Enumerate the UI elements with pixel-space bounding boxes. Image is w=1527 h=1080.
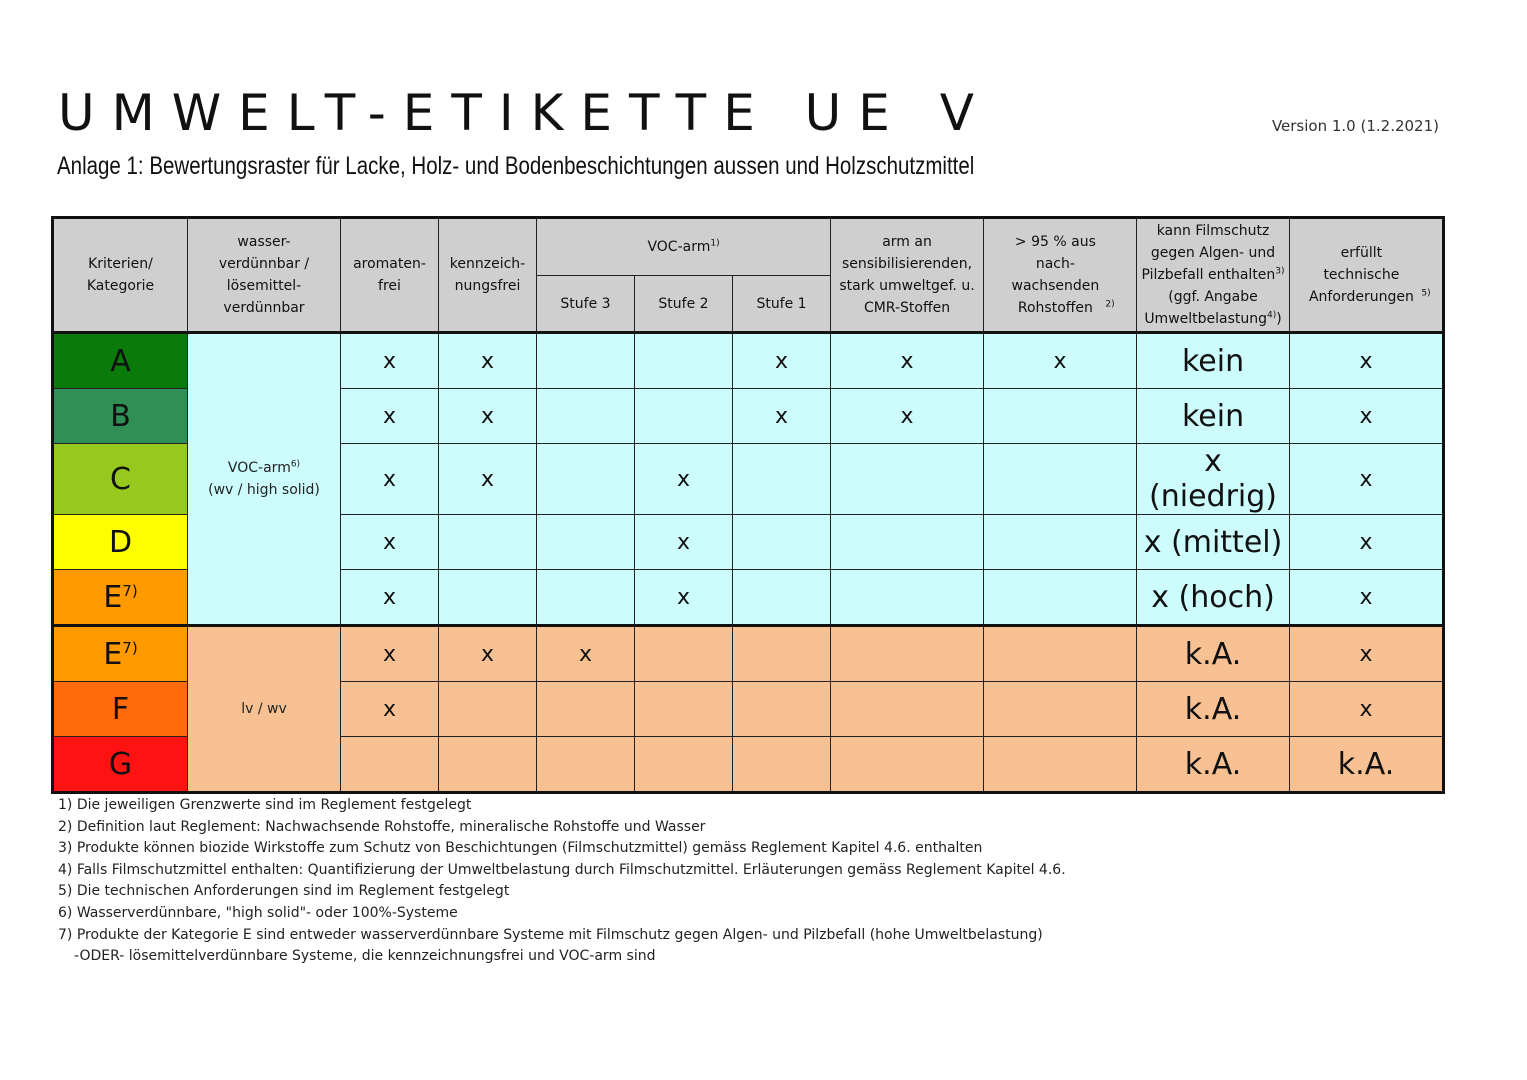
- cell-arm-an: x: [831, 389, 984, 444]
- cell-kennzeichnung: x: [439, 389, 537, 444]
- cell-technisch: x: [1290, 444, 1444, 515]
- cell-kennzeichnung: [439, 570, 537, 626]
- cell-stufe-2: [635, 682, 733, 737]
- cell-kennzeichnung: x: [439, 444, 537, 515]
- cell-aromaten: x: [341, 682, 439, 737]
- header-stufe-1: Stufe 1: [733, 276, 831, 333]
- cell-technisch: x: [1290, 570, 1444, 626]
- cell-stufe-1: [733, 737, 831, 793]
- cell-filmschutz: x (hoch): [1137, 570, 1290, 626]
- category-cell: A: [53, 333, 188, 389]
- header-rohstoffe: > 95 % aus nach-wachsenden Rohstoffen $^{2)}$: [984, 218, 1137, 333]
- cell-stufe-1: [733, 570, 831, 626]
- cell-arm-an: [831, 682, 984, 737]
- header-kriterien: Kriterien/ Kategorie: [53, 218, 188, 333]
- footnote: 2) Definition laut Reglement: Nachwachsende Rohstoffe, mineralische Rohstoffe und Wasser: [58, 818, 706, 835]
- cell-kennzeichnung: [439, 515, 537, 570]
- cell-aromaten: x: [341, 389, 439, 444]
- cell-arm-an: [831, 570, 984, 626]
- lv-wv-group: [53, 626, 1444, 793]
- cell-stufe-1: [733, 682, 831, 737]
- header-filmschutz: kann Filmschutz gegen Algen- und Pilzbefall enthalten$^{3)}$ (ggf. Angabe Umweltbelastung$^{4)}$): [1137, 218, 1290, 333]
- cell-technisch: x: [1290, 515, 1444, 570]
- cell-arm-an: [831, 444, 984, 515]
- category-cell: $E^{7)}$: [53, 626, 188, 682]
- cell-filmschutz: kein: [1137, 389, 1290, 444]
- cell-filmschutz: k.A.: [1137, 682, 1290, 737]
- cell-stufe-2: [635, 333, 733, 389]
- cell-filmschutz: k.A.: [1137, 737, 1290, 793]
- cell-stufe-2: [635, 737, 733, 793]
- cell-stufe-3: x: [537, 626, 635, 682]
- cell-aromaten: x: [341, 626, 439, 682]
- cell-stufe-3: [537, 737, 635, 793]
- cell-stufe-3: [537, 389, 635, 444]
- cell-stufe-2: x: [635, 444, 733, 515]
- header-aromaten: aromaten-frei: [341, 218, 439, 333]
- header-voc-arm: VOC-arm$^{1)}$: [537, 218, 831, 276]
- footnote: 6) Wasserverdünnbare, "high solid"- oder 100%-Systeme: [58, 904, 458, 921]
- footnote: 7) Produkte der Kategorie E sind entweder wasserverdünnbare Systeme mit Filmschutz gegen Algen- und Pilzbefall (hohe Umweltbelastung): [58, 926, 1043, 943]
- group-label-lv-wv: lv / wv: [188, 626, 341, 793]
- cell-stufe-2: x: [635, 515, 733, 570]
- cell-aromaten: x: [341, 515, 439, 570]
- group-label-voc-arm: VOC-arm$^{6)}$ (wv / high solid): [188, 333, 341, 626]
- cell-stufe-3: [537, 333, 635, 389]
- page-subtitle: Anlage 1: Bewertungsraster für Lacke, Holz- und Bodenbeschichtungen aussen und Holzschutzmittel: [57, 152, 975, 180]
- cell-stufe-3: [537, 444, 635, 515]
- header-stufe-3: Stufe 3: [537, 276, 635, 333]
- header-arm-an: arm an sensibilisierenden, stark umweltgef. u. CMR-Stoffen: [831, 218, 984, 333]
- cell-filmschutz: x (mittel): [1137, 515, 1290, 570]
- cell-aromaten: [341, 737, 439, 793]
- cell-aromaten: x: [341, 444, 439, 515]
- table-row: [53, 333, 1444, 389]
- category-cell: B: [53, 389, 188, 444]
- cell-stufe-2: [635, 626, 733, 682]
- cell-technisch: x: [1290, 333, 1444, 389]
- footnote: -ODER- lösemittelverdünnbare Systeme, die kennzeichnungsfrei und VOC-arm sind: [74, 948, 656, 965]
- cell-technisch: x: [1290, 626, 1444, 682]
- cell-aromaten: x: [341, 570, 439, 626]
- voc-arm-group: [53, 333, 1444, 626]
- table-header: [53, 218, 1444, 333]
- version-label: Version 1.0 (1.2.2021): [1271, 117, 1439, 135]
- cell-rohstoffe: x: [984, 333, 1137, 389]
- footnote: 4) Falls Filmschutzmittel enthalten: Quantifizierung der Umweltbelastung durch Filmschutzmittel. Erläuterungen gemäss Reglement Kapitel 4.6.: [58, 861, 1066, 878]
- cell-filmschutz: x (niedrig): [1137, 444, 1290, 515]
- cell-aromaten: x: [341, 333, 439, 389]
- cell-stufe-3: [537, 682, 635, 737]
- footnote: 5) Die technischen Anforderungen sind im Reglement festgelegt: [58, 883, 510, 900]
- header-technisch: erfüllt technische Anforderungen $^{5)}$: [1290, 218, 1444, 333]
- cell-stufe-1: x: [733, 333, 831, 389]
- header-stufe-2: Stufe 2: [635, 276, 733, 333]
- cell-rohstoffe: [984, 570, 1137, 626]
- cell-filmschutz: k.A.: [1137, 626, 1290, 682]
- cell-technisch: x: [1290, 682, 1444, 737]
- category-cell: D: [53, 515, 188, 570]
- header-kennzeichnung: kennzeich-nungsfrei: [439, 218, 537, 333]
- cell-stufe-1: [733, 515, 831, 570]
- cell-stufe-3: [537, 570, 635, 626]
- cell-arm-an: [831, 737, 984, 793]
- cell-arm-an: x: [831, 333, 984, 389]
- cell-technisch: k.A.: [1290, 737, 1444, 793]
- header-wasser: wasser-verdünnbar / lösemittel-verdünnbar: [188, 218, 341, 333]
- rating-grid-table: [51, 216, 1445, 794]
- footnote: 3) Produkte können biozide Wirkstoffe zum Schutz von Beschichtungen (Filmschutzmittel) gemäss Reglement Kapitel 4.6. enthalten: [58, 840, 983, 857]
- cell-kennzeichnung: x: [439, 626, 537, 682]
- table-row: [53, 626, 1444, 682]
- category-cell: C: [53, 444, 188, 515]
- category-cell: F: [53, 682, 188, 737]
- footnote: 1) Die jeweiligen Grenzwerte sind im Reglement festgelegt: [58, 797, 472, 813]
- cell-technisch: x: [1290, 389, 1444, 444]
- cell-rohstoffe: [984, 389, 1137, 444]
- cell-stufe-2: x: [635, 570, 733, 626]
- cell-kennzeichnung: [439, 737, 537, 793]
- cell-stufe-3: [537, 515, 635, 570]
- cell-stufe-1: [733, 444, 831, 515]
- footnotes: [58, 795, 1066, 968]
- page-title: UMWELT-ETIKETTE UE V: [58, 84, 991, 142]
- cell-rohstoffe: [984, 682, 1137, 737]
- cell-arm-an: [831, 626, 984, 682]
- cell-rohstoffe: [984, 737, 1137, 793]
- cell-stufe-1: x: [733, 389, 831, 444]
- cell-rohstoffe: [984, 515, 1137, 570]
- category-cell: $E^{7)}$: [53, 570, 188, 626]
- cell-stufe-2: [635, 389, 733, 444]
- cell-arm-an: [831, 515, 984, 570]
- cell-rohstoffe: [984, 626, 1137, 682]
- cell-rohstoffe: [984, 444, 1137, 515]
- cell-kennzeichnung: [439, 682, 537, 737]
- cell-filmschutz: kein: [1137, 333, 1290, 389]
- cell-stufe-1: [733, 626, 831, 682]
- cell-kennzeichnung: x: [439, 333, 537, 389]
- category-cell: G: [53, 737, 188, 793]
